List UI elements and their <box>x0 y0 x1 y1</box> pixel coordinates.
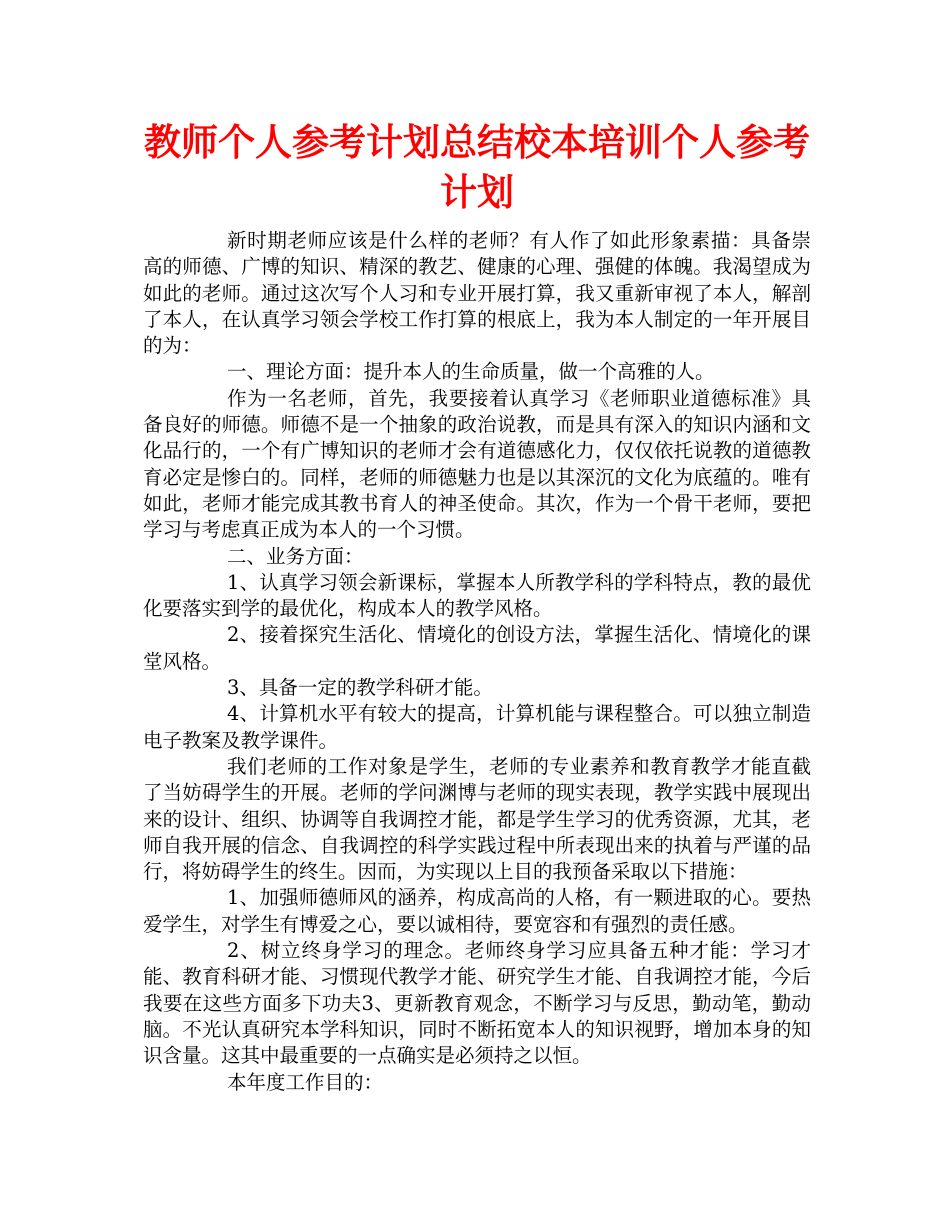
paragraph-business-item-3: 3、具备一定的教学科研才能。 <box>227 676 493 700</box>
document-page <box>143 118 811 1096</box>
paragraph-annual-goals: 本年度工作目的： <box>227 1070 384 1094</box>
paragraph-measure-1: 1、加强师德师风的涵养，构成高尚的人格，有一颗进取的心。要热爱学生，对学生有博爱之心，要以诚相待，要宽容和有强烈的责任感。 <box>143 886 811 936</box>
paragraph-business-item-2: 2、接着探究生活化、情境化的创设方法，掌握生活化、情境化的课堂风格。 <box>143 623 811 673</box>
document-title: 教师个人参考计划总结校本培训个人参考计划 <box>144 121 810 214</box>
paragraph-measure-2: 2、树立终身学习的理念。老师终身学习应具备五种才能：学习才能、教育科研才能、习惯现代教学才能、研究学生才能、自我调控才能，今后我要在这些方面多下功夫3、更新教育观念，不断学习与反思，勤动笔，勤动脑。不光认真研究本学科知识，同时不断拓宽本人的知识视野，增加本身的知识含量。这其中最重要的一点确实是必须持之以恒。 <box>143 939 811 1068</box>
paragraph-theory-body: 作为一名老师，首先，我要接着认真学习《老师职业道德标准》具备良好的师德。师德不是一个抽象的政治说教，而是具有深入的知识内涵和文化品行的，一个有广博知识的老师才会有道德感化力，仅仅依托说教的道德教育必定是惨白的。同样，老师的师德魅力也是以其深沉的文化为底蕴的。唯有如此，老师才能完成其教书育人的神圣使命。其次，作为一个骨干老师，要把学习与考虑真正成为本人的一个习惯。 <box>143 386 811 542</box>
paragraph-intro: 新时期老师应该是什么样的老师？有人作了如此形象素描：具备崇高的师德、广博的知识、精深的教艺、健康的心理、强健的体魄。我渴望成为如此的老师。通过这次写个人习和专业开展打算，我又重新审视了本人，解剖了本人，在认真学习领会学校工作打算的根底上，我为本人制定的一年开展目的为： <box>143 229 811 358</box>
paragraph-students: 我们老师的工作对象是学生，老师的专业素养和教育教学才能直截了当妨碍学生的开展。老师的学问渊博与老师的现实表现，教学实践中展现出来的设计、组织、协调等自我调控才能，都是学生学习的优秀资源，尤其，老师自我开展的信念、自我调控的科学实践过程中所表现出来的执着与严谨的品行，将妨碍学生的终生。因而，为实现以上目的我预备采取以下措施： <box>143 754 811 884</box>
paragraph-theory-heading: 一、理论方面：提升本人的生命质量，做一个高雅的人。 <box>227 360 715 384</box>
paragraph-business-heading: 二、业务方面： <box>227 544 364 568</box>
paragraph-business-item-4: 4、计算机水平有较大的提高，计算机能与课程整合。可以独立制造电子教案及教学课件。 <box>143 702 811 752</box>
document-body <box>143 228 811 1096</box>
paragraph-business-item-1: 1、认真学习领会新课标，掌握本人所教学科的学科特点，教的最优化要落实到学的最优化，构成本人的教学风格。 <box>143 570 811 621</box>
